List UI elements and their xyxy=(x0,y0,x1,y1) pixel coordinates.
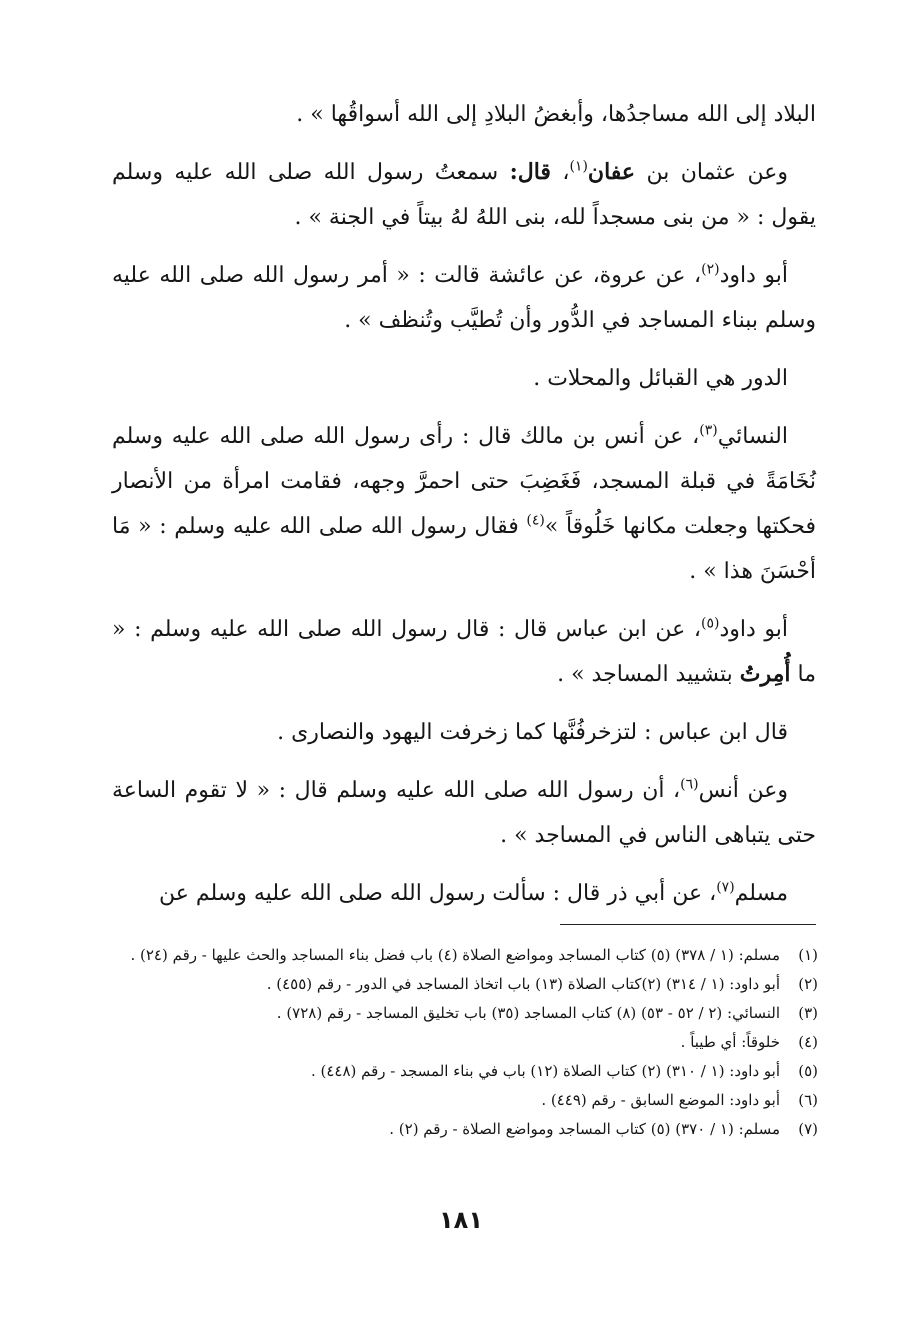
footnote-item xyxy=(110,973,818,996)
footnote-number: (٧) xyxy=(798,1120,818,1138)
footnote-item xyxy=(110,1002,818,1025)
bold-word: أُمِرتُ xyxy=(739,661,791,687)
main-text xyxy=(112,92,816,929)
paragraph-text: الدور هي القبائل والمحلات . xyxy=(533,366,788,391)
paragraph-text: النسائي xyxy=(717,424,788,449)
footnote-number: (١) xyxy=(798,946,818,964)
paragraph-8 xyxy=(112,768,816,858)
footnote-number: (٢) xyxy=(798,975,818,993)
footnote-text: النسائي: (٢ / ٥٢ - ٥٣) (٨) كتاب المساجد (٣٥) باب تخليق المساجد - رقم (٧٢٨) . xyxy=(276,1004,780,1022)
footnote-ref-7: (٧) xyxy=(716,879,735,896)
footnote-text: أبو داود: الموضع السابق - رقم (٤٤٩) . xyxy=(541,1091,780,1109)
footnote-ref-5: (٥) xyxy=(700,615,720,632)
paragraph-text: ، عن ابن عباس قال : قال رسول الله صلى الله عليه وسلم : « ما xyxy=(112,617,816,687)
footnote-number: (٣) xyxy=(798,1004,818,1022)
paragraph-text: ، xyxy=(550,160,570,185)
footnote-item xyxy=(110,1089,818,1112)
paragraph-text: فقال رسول الله صلى الله عليه وسلم : « مَا أحْسَنَ هذا » . xyxy=(112,514,816,584)
footnote-item xyxy=(110,1060,818,1083)
paragraph-3 xyxy=(112,253,816,343)
paragraph-4 xyxy=(112,356,816,401)
paragraph-1 xyxy=(112,92,816,137)
paragraph-text: ، عن عروة، عن عائشة قالت : « أمر رسول الله صلى الله عليه وسلم ببناء المساجد في الدُّور وأن تُطيَّب وتُنظف » . xyxy=(112,263,816,333)
paragraph-text: وعن عثمان بن xyxy=(635,160,788,185)
paragraph-text: البلاد إلى الله مساجدُها، وأبغضُ البلادِ إلى الله أسواقُها » . xyxy=(296,102,816,127)
paragraph-text: أبو داود xyxy=(719,617,788,642)
paragraph-text: ، عن أبي ذر قال : سألت رسول الله صلى الله عليه وسلم عن xyxy=(159,881,717,906)
footnote-item xyxy=(110,1118,818,1141)
paragraph-text: ، عن أنس بن مالك قال : رأى رسول الله صلى الله عليه وسلم نُخَامَةً في قبلة المسجد، فَغَضِبَ حتى احمرَّ وجهه، فقامت امرأة من الأنصار فحكتها وجعلت مكانها خَلُوقاً » xyxy=(112,424,816,539)
footnote-item xyxy=(110,1031,818,1054)
footnote-text: أبو داود: (١ / ٣١٠) (٢) كتاب الصلاة (١٢) باب في بناء المسجد - رقم (٤٤٨) . xyxy=(310,1062,780,1080)
paragraph-text: ، أن رسول الله صلى الله عليه وسلم قال : « لا تقوم الساعة حتى يتباهى الناس في المساجد » . xyxy=(112,778,816,848)
paragraph-text: سمعتُ رسول الله صلى الله عليه وسلم يقول : « من بنى مسجداً لله، بنى اللهُ لهُ بيتاً في الجنة » . xyxy=(112,160,816,230)
paragraph-2 xyxy=(112,150,816,240)
footnote-text: أبو داود: (١ / ٣١٤) (٢)كتاب الصلاة (١٣) باب اتخاذ المساجد في الدور - رقم (٤٥٥) . xyxy=(266,975,780,993)
footnote-text: مسلم: (١ / ٣٧٨) (٥) كتاب المساجد ومواضع الصلاة (٤) باب فضل بناء المساجد والحث عليها - رقم (٢٤) . xyxy=(130,946,780,964)
footnotes xyxy=(110,944,818,1147)
bold-word: قال: xyxy=(509,159,551,185)
footnote-number: (٥) xyxy=(798,1062,818,1080)
paragraph-text: قال ابن عباس : لتزخرفُنَّها كما زخرفت اليهود والنصارى . xyxy=(277,720,788,745)
footnote-number: (٤) xyxy=(798,1033,818,1051)
paragraph-7 xyxy=(112,710,816,755)
footnote-number: (٦) xyxy=(798,1091,818,1109)
footnote-ref-3: (٣) xyxy=(699,422,718,439)
footnote-ref-2: (٢) xyxy=(701,261,720,278)
paragraph-text: أبو داود xyxy=(719,263,788,288)
footnote-text: خلوقاً: أي طيباً . xyxy=(680,1033,780,1051)
paragraph-text: مسلم xyxy=(734,881,788,906)
paragraph-5 xyxy=(112,414,816,594)
footnote-ref-6: (٦) xyxy=(680,776,699,793)
footnote-text: مسلم: (١ / ٣٧٠) (٥) كتاب المساجد ومواضع الصلاة - رقم (٢) . xyxy=(389,1120,780,1138)
paragraph-text: بتشييد المساجد » . xyxy=(557,662,740,687)
footnote-divider xyxy=(560,924,816,925)
footnote-item xyxy=(110,944,818,967)
footnote-ref-1: (١) xyxy=(569,158,588,175)
paragraph-text: وعن أنس xyxy=(698,778,789,803)
page-number: ١٨١ xyxy=(439,1206,483,1234)
bold-name: عفان xyxy=(587,159,636,185)
paragraph-6 xyxy=(112,607,816,697)
footnote-ref-4: (٤) xyxy=(526,512,545,529)
paragraph-9 xyxy=(112,871,816,916)
